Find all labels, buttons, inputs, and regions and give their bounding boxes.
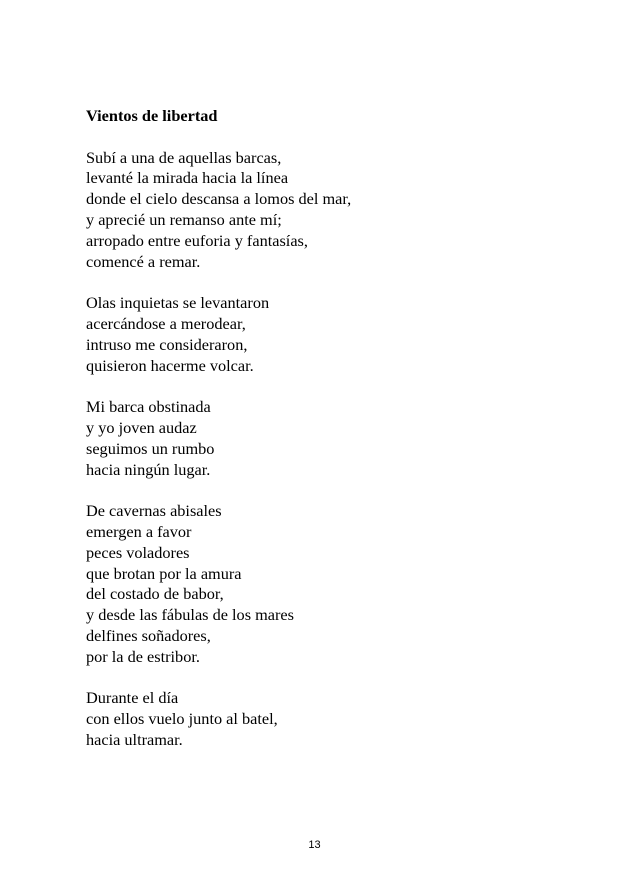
stanza-1 <box>86 148 606 273</box>
stanza-2 <box>86 293 606 376</box>
poem-line: comencé a remar. <box>86 251 201 271</box>
poem-line: arropado entre euforia y fantasías, <box>86 230 308 250</box>
poem-line: seguimos un rumbo <box>86 438 215 458</box>
poem-line: y yo joven audaz <box>86 417 197 437</box>
poem-line: Subí a una de aquellas barcas, <box>86 147 282 167</box>
poem-line: Mi barca obstinada <box>86 397 211 417</box>
poem <box>86 106 606 772</box>
poem-line: intruso me consideraron, <box>86 334 248 354</box>
poem-line: Olas inquietas se levantaron <box>86 293 270 313</box>
poem-line: acercándose a merodear, <box>86 313 246 333</box>
poem-line: levanté la mirada hacia la línea <box>86 168 289 188</box>
poem-line: Durante el día <box>86 688 179 708</box>
poem-line: hacia ultramar. <box>86 729 183 749</box>
poem-line: por la de estribor. <box>86 646 200 666</box>
poem-title: Vientos de libertad <box>86 106 218 125</box>
poem-line: donde el cielo descansa a lomos del mar, <box>86 189 352 209</box>
poem-line: De cavernas abisales <box>86 501 222 521</box>
poem-line: con ellos vuelo junto al batel, <box>86 709 278 729</box>
poem-line: y aprecié un remanso ante mí; <box>86 209 282 229</box>
poem-line: delfines soñadores, <box>86 625 211 645</box>
poem-line: peces voladores <box>86 542 190 562</box>
poem-line: del costado de babor, <box>86 584 224 604</box>
stanza-3 <box>86 397 606 480</box>
stanza-4 <box>86 501 606 667</box>
poem-line: hacia ningún lugar. <box>86 459 211 479</box>
stanza-5 <box>86 688 606 750</box>
poem-line: emergen a favor <box>86 521 192 541</box>
poem-line: y desde las fábulas de los mares <box>86 605 294 625</box>
poem-line: que brotan por la amura <box>86 563 242 583</box>
poem-line: quisieron hacerme volcar. <box>86 355 254 375</box>
page-number: 13 <box>308 839 321 851</box>
